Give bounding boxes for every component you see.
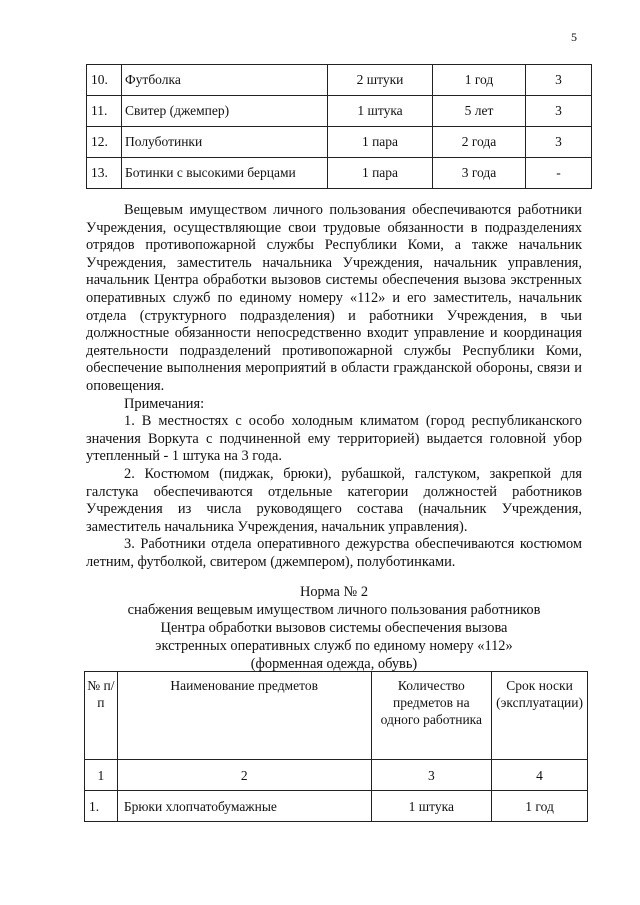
column-numbers-row: [85, 760, 588, 791]
item-quantity: 1 пара: [328, 158, 433, 189]
row-number: 10.: [87, 65, 122, 96]
item-extra: 3: [526, 65, 592, 96]
norm-2-subtitle-line: экстренных оперативных служб по единому номеру «112»: [155, 638, 513, 654]
table-row: [87, 96, 592, 127]
note-2: 2. Костюмом (пиджак, брюки), рубашкой, галстуком, закрепкой для галстука обеспечиваются отдельные категории должностей работников Учреждения из числа руководящего состава (начальник Учреждения, заместитель начальника Учреждения, начальник управления).: [86, 465, 582, 535]
notes-title: Примечания:: [124, 395, 205, 412]
item-term: 5 лет: [433, 96, 526, 127]
item-term: 3 года: [433, 158, 526, 189]
note-1: 1. В местностях с особо холодным климатом (город республиканского значения Воркута с подчиненной ему территорией) выдается головной убор утепленный - 1 штука на 3 года.: [86, 413, 582, 465]
item-quantity: 1 штука: [371, 791, 492, 822]
item-term: 1 год: [433, 65, 526, 96]
table-row: [87, 158, 592, 189]
note-3: 3. Работники отдела оперативного дежурства обеспечиваются костюмом летним, футболкой, свитером (джемпером), полуботинками.: [86, 536, 582, 570]
paragraph-eligible-employees: Вещевым имуществом личного пользования обеспечиваются работники Учреждения, осуществляющие свои трудовые обязанности в подразделениях отрядов противопожарной службы Республики Коми, а также начальник Учреждения, заместитель начальника Учреждения, начальник управления, начальник Центра обработки вызовов системы обеспечения вызова экстренных оперативных служб по единому номеру «112» и его заместитель, начальник отдела (структурного подразделения) и работники Учреждения, в чьи должностные обязанности непосредственно входит управление и координация деятельности подразделений противопожарной службы Республики Коми, обеспечение выполнения мероприятий в области гражданской обороны, связи и оповещения.: [86, 202, 582, 394]
norm-2-heading: [86, 583, 582, 673]
table-row: [87, 127, 592, 158]
item-extra: 3: [526, 127, 592, 158]
clothing-norms-table-continued: [86, 64, 592, 189]
header-quantity: Количество предметов на одного работника: [371, 672, 492, 760]
table-row: [85, 791, 588, 822]
row-number: 13.: [87, 158, 122, 189]
column-number: 3: [371, 760, 492, 791]
item-extra: -: [526, 158, 592, 189]
item-quantity: 1 пара: [328, 127, 433, 158]
norm-2-table: [84, 671, 588, 822]
item-term: 1 год: [492, 791, 588, 822]
item-name: Свитер (джемпер): [122, 96, 328, 127]
norm-2-subtitle-line: снабжения вещевым имуществом личного пользования работников: [127, 602, 541, 618]
item-extra: 3: [526, 96, 592, 127]
column-number: 1: [85, 760, 118, 791]
table-header-row: [85, 672, 588, 760]
item-quantity: 2 штуки: [328, 65, 433, 96]
item-name: Ботинки с высокими берцами: [122, 158, 328, 189]
header-term: Срок носки (эксплуатации): [492, 672, 588, 760]
column-number: 2: [117, 760, 371, 791]
row-number: 12.: [87, 127, 122, 158]
item-term: 2 года: [433, 127, 526, 158]
item-name: Брюки хлопчатобумажные: [117, 791, 371, 822]
item-name: Полуботинки: [122, 127, 328, 158]
item-quantity: 1 штука: [328, 96, 433, 127]
norm-2-subtitle-line: (форменная одежда, обувь): [250, 656, 418, 672]
norm-2-title: Норма № 2: [299, 584, 369, 600]
item-name: Футболка: [122, 65, 328, 96]
row-number: 11.: [87, 96, 122, 127]
row-number: 1.: [85, 791, 118, 822]
table-row: [87, 65, 592, 96]
column-number: 4: [492, 760, 588, 791]
header-number: № п/п: [85, 672, 118, 760]
norm-2-subtitle-line: Центра обработки вызовов системы обеспечения вызова: [160, 620, 508, 636]
header-name: Наименование предметов: [117, 672, 371, 760]
page-number: 5: [571, 30, 577, 44]
body-text: [86, 202, 582, 571]
